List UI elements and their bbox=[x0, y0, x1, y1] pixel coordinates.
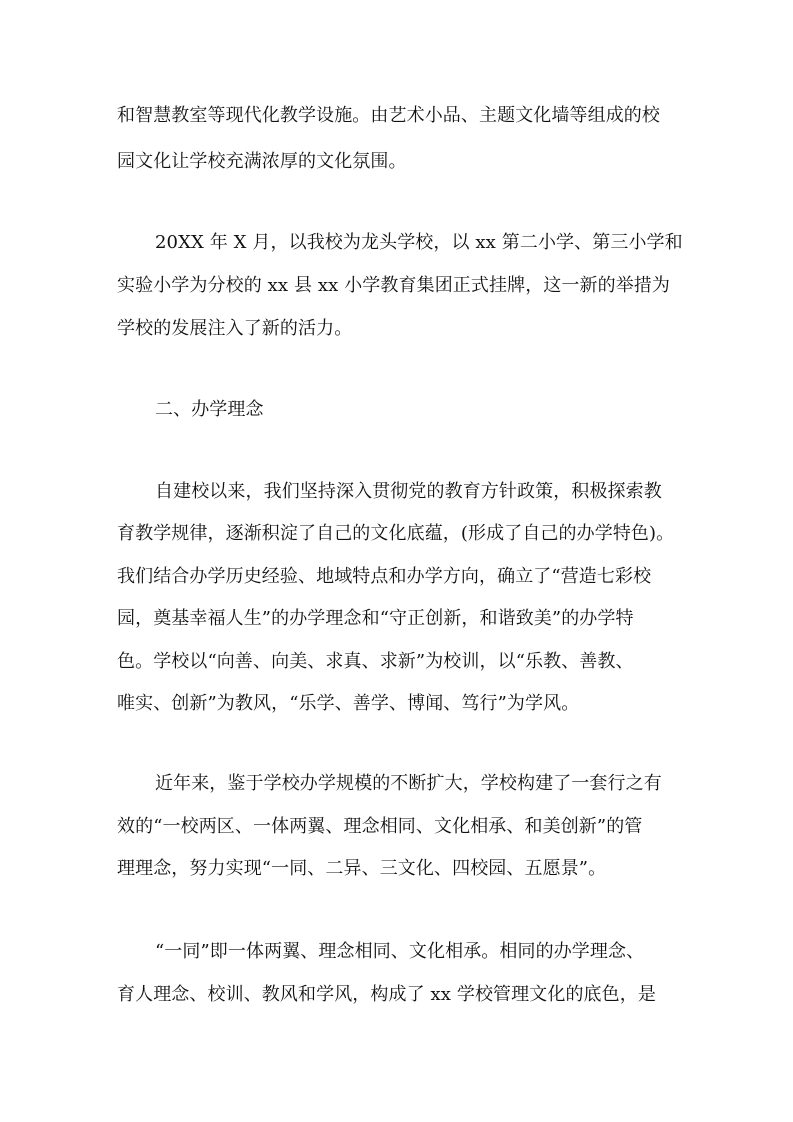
text-line: 理理念，努力实现“一同、二异、三文化、四校园、五愿景”。 bbox=[117, 858, 607, 879]
text-line: 自建校以来，我们坚持深入贯彻党的教育方针政策，积极探索教 bbox=[155, 481, 662, 502]
text-line: 唯实、创新”为教风，“乐学、善学、博闻、笃行”为学风。 bbox=[117, 693, 580, 714]
text-line: 和智慧教室等现代化教学设施。由艺术小品、主题文化墙等组成的校 bbox=[117, 105, 660, 126]
text-line: 园文化让学校充满浓厚的文化氛围。 bbox=[117, 151, 407, 172]
text-line: 效的“一校两区、一体两翼、理念相同、文化相承、和美创新”的管 bbox=[117, 816, 643, 837]
text-line: 近年来，鉴于学校办学规模的不断扩大，学校构建了一套行之有 bbox=[155, 773, 662, 794]
text-line: “一同”即一体两翼、理念相同、文化相承。相同的办学理念、 bbox=[155, 941, 645, 962]
text-line: 学校的发展注入了新的活力。 bbox=[117, 318, 353, 339]
section-heading: 二、办学理念 bbox=[155, 399, 264, 420]
text-line: 我们结合办学历史经验、地域特点和办学方向，确立了“营造七彩校 bbox=[117, 566, 652, 587]
text-line: 20XX 年 X 月，以我校为龙头学校，以 xx 第二小学、第三小学和 bbox=[155, 232, 683, 253]
text-line: 育教学规律，逐渐积淀了自己的文化底蕴，(形成了自己的办学特色)。 bbox=[117, 523, 675, 544]
text-line: 育人理念、校训、教风和学风，构成了 xx 学校管理文化的底色，是 bbox=[117, 984, 656, 1005]
text-line: 色。学校以“向善、向美、求真、求新”为校训，以“乐教、善教、 bbox=[117, 651, 634, 672]
text-line: 园，奠基幸福人生”的办学理念和“守正创新，和谐致美”的办学特 bbox=[117, 608, 634, 629]
text-line: 实验小学为分校的 xx 县 xx 小学教育集团正式挂牌，这一新的举措为 bbox=[117, 275, 670, 296]
